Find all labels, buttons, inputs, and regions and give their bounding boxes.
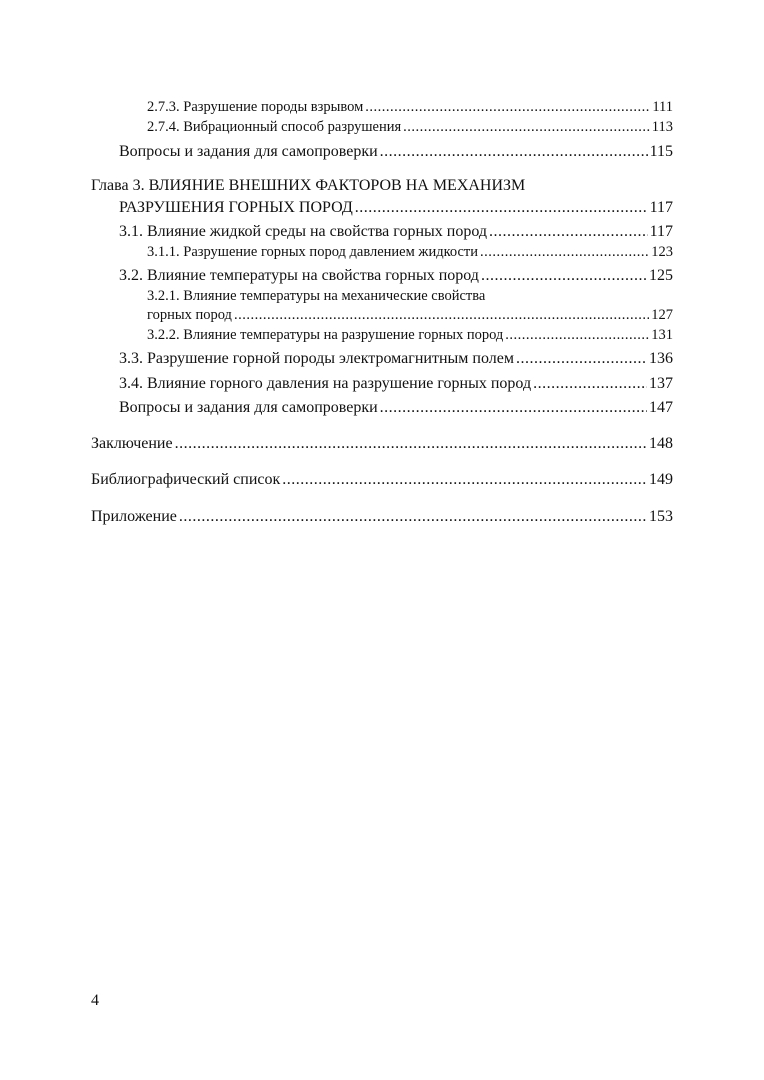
toc-entry-title: Приложение (91, 508, 177, 525)
toc-leader-dots (516, 350, 647, 368)
toc-entry-3-2-1 (147, 307, 673, 324)
toc-entry-2-7-3 (147, 99, 673, 116)
toc-entry-title: Вопросы и задания для самопроверки (119, 399, 378, 416)
toc-leader-dots (533, 375, 647, 393)
toc-leader-dots (234, 307, 649, 324)
toc-entry-questions-chapter-2 (119, 143, 673, 161)
toc-entry-page: 115 (649, 143, 673, 160)
toc-entry-title: Библиографический список (91, 471, 281, 488)
toc-entry-title: 3.4. Влияние горного давления на разрушение горных пород (119, 375, 532, 392)
toc-entry-3-4 (119, 375, 673, 393)
toc-leader-dots (380, 143, 648, 161)
toc-entry-title: 3.1.1. Разрушение горных пород давлением жидкости (147, 244, 479, 260)
toc-leader-dots (505, 327, 649, 344)
toc-leader-dots (403, 119, 650, 136)
toc-chapter-3-title-line1: Глава 3. ВЛИЯНИЕ ВНЕШНИХ ФАКТОРОВ НА МЕХАНИЗМ (91, 177, 526, 194)
toc-entry-title: 3.2.2. Влияние температуры на разрушение горных пород (147, 327, 504, 343)
toc-entry-page: 111 (652, 99, 673, 115)
toc-entry-3-1 (119, 223, 673, 241)
toc-entry-title: РАЗРУШЕНИЯ ГОРНЫХ ПОРОД (119, 199, 353, 216)
toc-leader-dots (179, 508, 647, 526)
toc-entry-title: 2.7.4. Вибрационный способ разрушения (147, 119, 402, 135)
toc-entry-3-2-2 (147, 327, 673, 344)
toc-entry-conclusion (91, 435, 673, 453)
toc-entry-page: 131 (651, 327, 673, 343)
toc-entry-page: 148 (649, 435, 673, 452)
toc-entry-page: 113 (651, 119, 673, 135)
toc-entry-page: 137 (649, 375, 673, 392)
toc-entry-page: 149 (649, 471, 673, 488)
toc-entry-appendix (91, 508, 673, 526)
toc-entry-page: 153 (649, 508, 673, 525)
toc-entry-page: 125 (649, 267, 673, 284)
toc-entry-title: 2.7.3. Разрушение породы взрывом (147, 99, 364, 115)
toc-entry-page: 136 (649, 350, 673, 367)
toc-entry-title: горных пород (147, 307, 232, 323)
toc-leader-dots (175, 435, 647, 453)
toc-leader-dots (481, 267, 647, 285)
toc-entry-3-2 (119, 267, 673, 285)
toc-entry-questions-chapter-3 (119, 399, 673, 417)
toc-entry-page: 117 (649, 199, 673, 216)
toc-entry-3-3 (119, 350, 673, 368)
toc-entry-title: 3.3. Разрушение горной породы электромагнитным полем (119, 350, 514, 367)
toc-entry-2-7-4 (147, 119, 673, 136)
page-number: 4 (91, 992, 99, 1009)
toc-entry-chapter-3 (119, 199, 673, 217)
toc-entry-page: 123 (651, 244, 673, 260)
toc-entry-title: Вопросы и задания для самопроверки (119, 143, 378, 160)
toc-leader-dots (355, 199, 648, 217)
toc-entry-title: 3.2. Влияние температуры на свойства горных пород (119, 267, 479, 284)
toc-entry-page: 117 (649, 223, 673, 240)
toc-entry-page: 127 (651, 307, 673, 323)
toc-entry-title: Заключение (91, 435, 173, 452)
toc-entry-title: 3.1. Влияние жидкой среды на свойства горных пород (119, 223, 487, 240)
toc-leader-dots (282, 471, 647, 489)
toc-entry-bibliography (91, 471, 673, 489)
toc-leader-dots (480, 244, 649, 261)
toc-leader-dots (489, 223, 648, 241)
toc-leader-dots (365, 99, 650, 116)
toc-entry-3-2-1-line1: 3.2.1. Влияние температуры на механические свойства (147, 288, 486, 304)
toc-entry-page: 147 (649, 399, 673, 416)
toc-leader-dots (380, 399, 647, 417)
toc-entry-3-1-1 (147, 244, 673, 261)
